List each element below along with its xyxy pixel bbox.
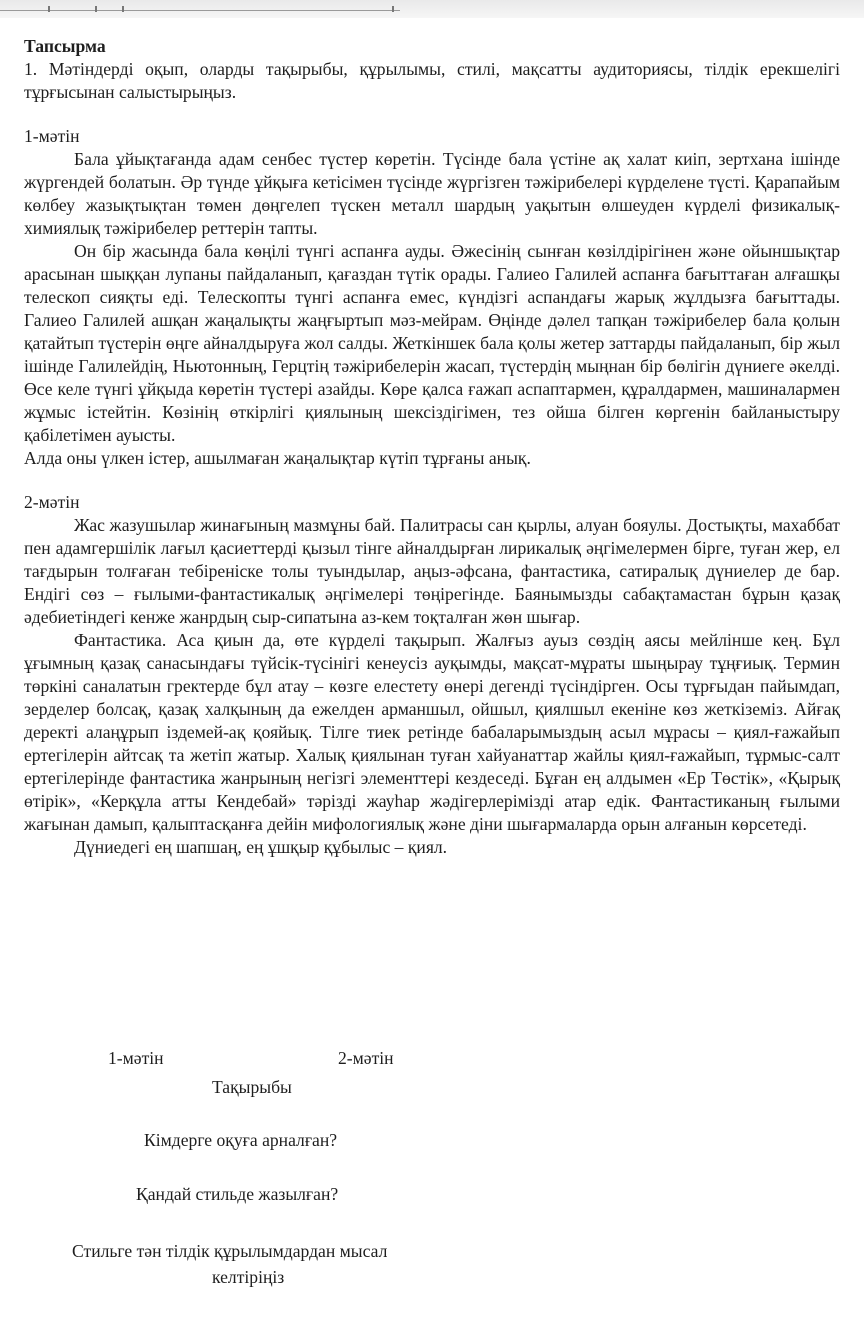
text2-paragraph: Дүниедегі ең шапшаң, ең ұшқыр құбылыс – қиял.: [74, 837, 448, 857]
question-examples-line2: келтіріңіз: [212, 1267, 285, 1287]
text1-paragraph: Бала ұйықтағанда адам сенбес түстер көретін. Түсінде бала үстіне ақ халат киіп, зертхана ішінде жүргендей болатын. Әр түнде ұйқыға кетісімен түсінде жүргізген тәжірибелері күрделене түсті. Қарапайым көлбеу жазықтықтан төмен дөңгелеп түскен металл шардың уақытын өлшеуден күрделі физикалық-химиялық тәжірибелер реттерін тапты.: [24, 149, 840, 238]
column-label-text2: 2-мәтін: [338, 1048, 394, 1068]
document-page: [24, 35, 840, 859]
row-topic: Тақырыбы: [212, 1077, 292, 1097]
cut-off-mark: [95, 6, 97, 12]
text2-paragraph: Жас жазушылар жинағының мазмұны бай. Палитрасы сан қырлы, алуан бояулы. Достықты, махаббат пен адамгершілік лағыл қасиеттерді қызыл тінге айналдырған лирикалық әңгімелермен бірге, туған жер, ел тағдырын толғаған тебіреніске толы туындылар, аңыз-әфсана, фантастика, сатиралық дүниелер де бар. Ендігі сөз – ғылыми-фантастикалық әңгімелері төңірегінде. Баянымызды сабақтамастан бұрын қазақ әдебиетіндегі кенже жанрдың сыр-сипатына аз-кем тоқталған жөн шығар.: [24, 515, 840, 627]
question-audience: Кімдерге оқуға арналған?: [144, 1130, 338, 1150]
text2-label: 2-мәтін: [24, 492, 80, 512]
text2-paragraph: Фантастика. Аса қиын да, өте күрделі тақырып. Жалғыз ауыз сөздің аясы мейлінше кең. Бұл ұғымның қазақ санасындағы түйсік-түсінігі кенеусіз ауқымды, мақсат-мұраты шыңырау тұңғиық. Термин төркіні саналатын гректерде бұл атау – көзге елестету өнері дегенді түсіндірген. Осы тұрғыдан пайымдап, зерделер болсақ, қазақ халқының да ежелден арманшыл, ойшыл, қиялшыл екеніне көз жеткіземіз. Айғақ деректі алаңұрып іздемей-ақ қояйық. Тілге тиек ретінде бабаларымыздың асыл мұрасы – қиял-ғажайып ертегілерін айтсақ та жетіп жатыр. Халық қиялынан туған хайуанаттар жайлы қиял-ғажайып, тұрмыс-салт ертегілерінде фантастика жанрының негізгі элементтері кездеседі. Бұған ең алдымен «Ер Төстік», «Қырық өтірік», «Керқұла атты Кендебай» тәрізді жауһар жәдігерлерімізді атар едік. Фантастиканың ғылыми жағынан дамып, қалыптасқанға дейін мифологиялық және діни шығармаларда орын алғанын көрсетеді.: [24, 630, 840, 834]
scan-top-edge: [0, 0, 864, 18]
text1-paragraph: Алда оны үлкен істер, ашылмаған жаңалықтар күтіп тұрғаны анық.: [24, 448, 531, 468]
cut-off-mark: [392, 6, 394, 12]
cut-off-mark: [48, 6, 50, 12]
cut-off-line: [0, 10, 400, 11]
cut-off-mark: [122, 6, 124, 12]
task-title: Тапсырма: [24, 36, 106, 56]
question-style: Қандай стильде жазылған?: [136, 1184, 339, 1204]
column-label-text1: 1-мәтін: [108, 1048, 164, 1068]
task-instruction: 1. Мәтіндерді оқып, оларды тақырыбы, құрылымы, стилі, мақсатты аудиториясы, тілдік ерекшелігі тұрғысынан салыстырыңыз.: [24, 59, 840, 102]
question-examples-line1: Стильге тән тілдік құрылымдардан мысал: [72, 1241, 388, 1261]
text1-label: 1-мәтін: [24, 126, 80, 146]
text1-paragraph: Он бір жасында бала көңілі түнгі аспанға ауды. Әжесінің сынған көзілдірігінен және ойыншықтар арасынан шыққан лупаны пайдаланып, қағаздан түтік орады. Галиео Галилей аспанға бағыттаған алғашқы телескоп сияқты еді. Телескопты түнгі аспанға емес, күндізгі аспандағы жарық жұлдызға бағыттады. Галиео Галилей ашқан жаңалықты жаңғыртып мәз-мейрам. Өңінде дәлел тапқан тәжірибелер бала қолын қатайтып түстерін өңге айналдыруға жол салды. Жеткіншек бала қолы жетер заттарды пайдаланып, бір жыл ішінде Галилейдің, Ньютонның, Герцтің тәжірибелерін жасап, түстердің мыңнан бір бөлігін дүниеге әкелді. Өсе келе түнгі ұйқыда көретін түстері азайды. Көре қалса ғажап аспаптармен, құралдармен, машиналармен жұмыс істейтін. Көзінің өткірлігі қиялының шексіздігімен, тез ойша білген көргенін байланыстыру қабілетімен ауысты.: [24, 241, 840, 445]
